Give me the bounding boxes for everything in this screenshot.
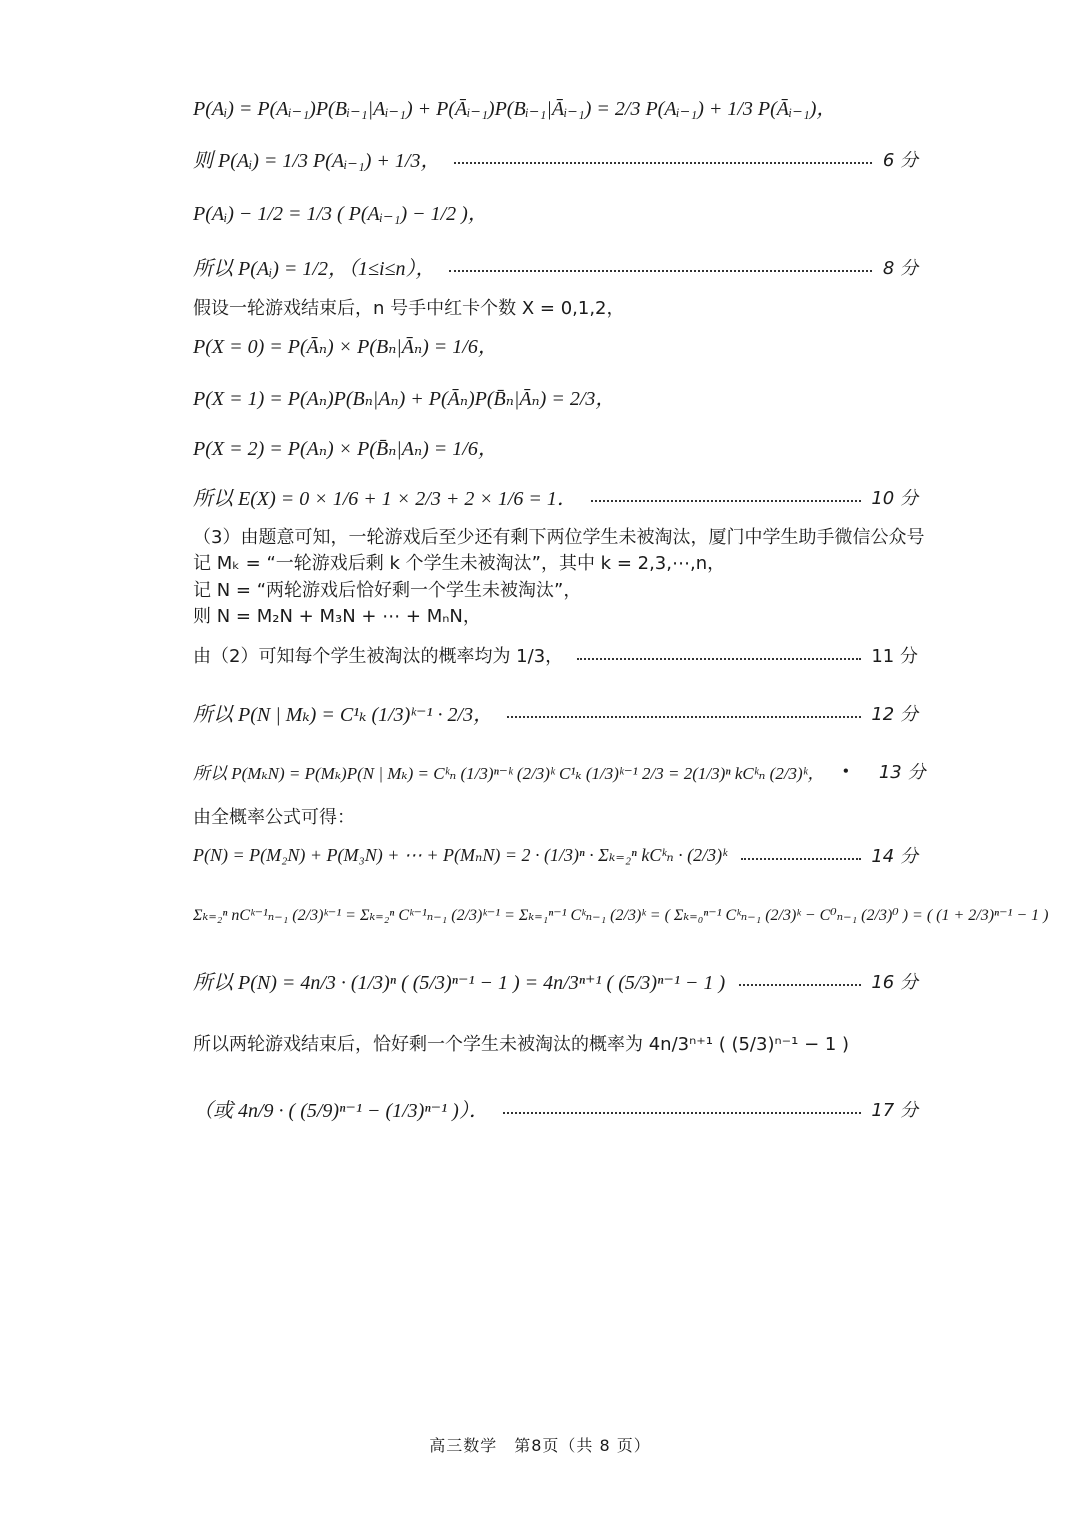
equation-line: 所以 P(N | Mₖ) = C¹ₖ (1/3)ᵏ⁻¹ · 2/3， 12 分 bbox=[193, 698, 918, 727]
equation-line: 则 P(Aᵢ) = 1/3 P(Aᵢ₋₁) + 1/3， 6 分 bbox=[193, 144, 918, 173]
page-footer: 高三数学 第8页（共 8 页） bbox=[429, 1436, 651, 1455]
equation-line: （或 4n/9 · ( (5/9)ⁿ⁻¹ − (1/3)ⁿ⁻¹ )）． 17 分 bbox=[193, 1094, 918, 1123]
score-mark: 14 分 bbox=[871, 846, 918, 867]
score-mark: 8 分 bbox=[882, 257, 918, 279]
score-mark: 16 分 bbox=[871, 971, 918, 993]
equation-line: 所以 P(N) = 4n/3 · (1/3)ⁿ ( (5/3)ⁿ⁻¹ − 1 ) = 4n/3ⁿ⁺¹ ( (5/3)ⁿ⁻¹ − 1 ) 16 分 bbox=[193, 966, 918, 995]
score-mark: 17 分 bbox=[871, 1099, 918, 1121]
equation-line: P(X = 1) = P(Aₙ)P(Bₙ|Aₙ) + P(Āₙ)P(B̄ₙ|Āₙ) = 2/3， bbox=[193, 388, 616, 410]
equation-line: P(Aᵢ) = P(Aᵢ₋₁)P(Bᵢ₋₁|Aᵢ₋₁) + P(Āᵢ₋₁)P(Bᵢ₋₁|Āᵢ₋₁) = 2/3 P(Aᵢ₋₁) + 1/3 P(Āᵢ₋₁)， bbox=[193, 98, 837, 120]
leader-dots bbox=[577, 658, 861, 660]
text-line: 记 Mₖ = “一轮游戏后剩 k 个学生未被淘汰”，其中 k = 2,3,⋯,n， bbox=[193, 553, 726, 574]
score-mark: 11 分 bbox=[871, 646, 918, 667]
bullet-dot: • bbox=[842, 760, 849, 781]
text-line: 所以两轮游戏结束后，恰好剩一个学生未被淘汰的概率为 4n/3ⁿ⁺¹ ( (5/3)ⁿ⁻¹ − 1 ) bbox=[193, 1034, 850, 1055]
leader-dots bbox=[741, 858, 861, 860]
text-line: 则 N = M₂N + M₃N + ⋯ + MₙN， bbox=[193, 606, 481, 627]
leader-dots bbox=[503, 1112, 862, 1114]
text-line: 由全概率公式可得： bbox=[193, 807, 355, 828]
score-mark: 13 分 bbox=[878, 762, 926, 783]
leader-dots bbox=[591, 500, 861, 502]
score-mark: 10 分 bbox=[871, 487, 918, 509]
equation-line: P(Aᵢ) − 1/2 = 1/3 ( P(Aᵢ₋₁) − 1/2 )， bbox=[193, 203, 488, 225]
equation-line: 所以 P(MₖN) = P(Mₖ)P(N | Mₖ) = Cᵏₙ (1/3)ⁿ⁻ᵏ (2/3)ᵏ C¹ₖ (1/3)ᵏ⁻¹ 2/3 = 2(1/3)ⁿ kCᵏₙ (2/3)ᵏ， • 13 分 bbox=[193, 758, 918, 784]
equation-line: P(X = 2) = P(Aₙ) × P(B̄ₙ|Aₙ) = 1/6， bbox=[193, 438, 498, 460]
equation-line: P(X = 0) = P(Āₙ) × P(Bₙ|Āₙ) = 1/6， bbox=[193, 336, 498, 358]
leader-dots bbox=[507, 716, 861, 718]
leader-dots bbox=[454, 162, 872, 164]
equation-line: 所以 P(Aᵢ) = 1/2，（1≤i≤n）， 8 分 bbox=[193, 252, 918, 281]
leader-dots bbox=[449, 270, 872, 272]
equation-line: Σₖ₌₂ⁿ nCᵏ⁻¹ₙ₋₁ (2/3)ᵏ⁻¹ = Σₖ₌₂ⁿ Cᵏ⁻¹ₙ₋₁ (2/3)ᵏ⁻¹ = Σₖ₌₁ⁿ⁻¹ Cᵏₙ₋₁ (2/3)ᵏ = ( Σₖ₌₀ⁿ⁻¹ Cᵏₙ₋₁ (2/3)ᵏ − C⁰ₙ₋₁ (2/3)⁰ ) = ( (1 + 2/3)ⁿ⁻¹ − 1 ) bbox=[193, 907, 1049, 924]
equation-line: 所以 E(X) = 0 × 1/6 + 1 × 2/3 + 2 × 1/6 = 1． 10 分 bbox=[193, 482, 918, 511]
score-mark: 12 分 bbox=[871, 703, 918, 725]
text-line: 假设一轮游戏结束后，n 号手中红卡个数 X = 0,1,2， bbox=[193, 298, 625, 319]
text-line: （3）由题意可知，一轮游戏后至少还有剩下两位学生未被淘汰，厦门中学生助手微信公众号 bbox=[193, 527, 925, 548]
text-line: 由（2）可知每个学生被淘汰的概率均为 1/3， 11 分 bbox=[193, 642, 918, 668]
leader-dots bbox=[739, 984, 861, 986]
equation-line: P(N) = P(M₂N) + P(M₃N) + ⋯ + P(MₙN) = 2 · (1/3)ⁿ · Σₖ₌₂ⁿ kCᵏₙ · (2/3)ᵏ 14 分 bbox=[193, 842, 918, 868]
text-line: 记 N = “两轮游戏后恰好剩一个学生未被淘汰”， bbox=[193, 580, 582, 601]
score-mark: 6 分 bbox=[882, 149, 918, 171]
